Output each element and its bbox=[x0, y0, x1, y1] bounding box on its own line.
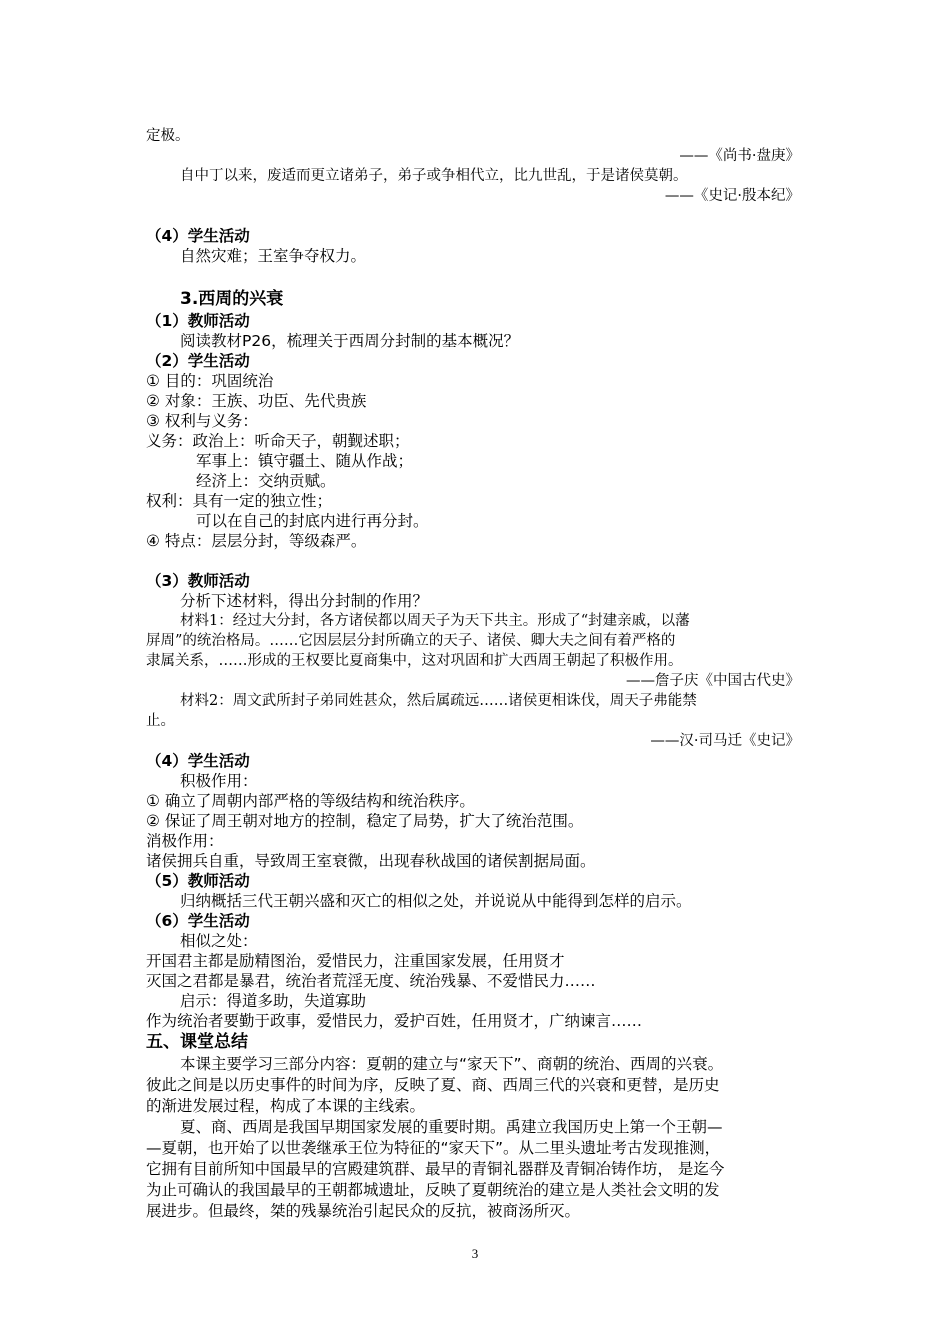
body-line: 阅读教材P26，梳理关于西周分封制的基本概况？ bbox=[180, 332, 520, 350]
body-line: 积极作用： bbox=[180, 772, 258, 790]
body-line: 灭国之君都是暴君，统治者荒淫无度、统治残暴、不爱惜民力…… bbox=[146, 972, 596, 990]
quote-line: 定极。 bbox=[146, 128, 190, 144]
quote-source: ——《史记·殷本纪》 bbox=[664, 188, 800, 204]
body-line: 义务：政治上：听命天子，朝觐述职； bbox=[146, 432, 410, 450]
body-line: 权利：具有一定的独立性； bbox=[146, 492, 333, 510]
material-line: 止。 bbox=[146, 713, 175, 729]
body-line: 启示：得道多助，失道寡助 bbox=[180, 992, 367, 1010]
section-heading: （4）学生活动 bbox=[146, 227, 250, 245]
list-item: ① 目的：巩固统治 bbox=[146, 372, 274, 390]
material-line: 隶属关系，……形成的王权要比夏商集中，这对巩固和扩大西周王朝起了积极作用。 bbox=[146, 653, 683, 669]
quote-source: ——《尚书·盘庚》 bbox=[679, 148, 800, 164]
section-heading: （4）学生活动 bbox=[146, 752, 250, 770]
material-line: 材料1：经过大分封，各方诸侯都以周天子为天下共主。形成了“封建亲戚，以藩 bbox=[180, 613, 690, 629]
quote-line: 自中丁以来，废适而更立诸弟子，弟子或争相代立，比九世乱，于是诸侯莫朝。 bbox=[180, 168, 688, 184]
body-line: 分析下述材料，得出分封制的作用？ bbox=[180, 592, 429, 610]
material-line: 屏周”的统治格局。……它因层层分封所确立的天子、诸侯、卿大夫之间有着严格的 bbox=[146, 633, 676, 649]
body-line: 相似之处： bbox=[180, 932, 258, 950]
subsection-title: 3.西周的兴衰 bbox=[180, 289, 284, 309]
list-item: ① 确立了周朝内部严格的等级结构和统治秩序。 bbox=[146, 792, 475, 810]
page-number: 3 bbox=[471, 1246, 479, 1261]
body-line: 开国君主都是励精图治，爱惜民力，注重国家发展，任用贤才 bbox=[146, 952, 565, 970]
body-line: 经济上：交纳贡赋。 bbox=[196, 472, 336, 490]
body-line: —夏朝，也开始了以世袭继承王位为特征的“家天下”。从二里头遗址考古发现推测， bbox=[146, 1139, 721, 1157]
body-line: 消极作用： bbox=[146, 832, 224, 850]
body-line: 可以在自己的封底内进行再分封。 bbox=[196, 512, 429, 530]
body-line: 自然灾难；王室争夺权力。 bbox=[180, 247, 367, 265]
body-line: 本课主要学习三部分内容：夏朝的建立与“家天下”、商朝的统治、西周的兴衰。 bbox=[180, 1055, 724, 1073]
body-line: 军事上：镇守疆土、随从作战； bbox=[196, 452, 414, 470]
body-line: 归纳概括三代王朝兴盛和灭亡的相似之处，并说说从中能得到怎样的启示。 bbox=[180, 892, 692, 910]
body-line: 诸侯拥兵自重，导致周王室衰微，出现春秋战国的诸侯割据局面。 bbox=[146, 852, 596, 870]
list-item: ② 对象：王族、功臣、先代贵族 bbox=[146, 392, 367, 410]
body-line: 展进步。但最终，桀的残暴统治引起民众的反抗，被商汤所灭。 bbox=[146, 1202, 581, 1220]
section-heading: （6）学生活动 bbox=[146, 912, 250, 930]
section-heading: （5）教师活动 bbox=[146, 872, 250, 890]
body-line: 的渐进发展过程，构成了本课的主线索。 bbox=[146, 1097, 426, 1115]
section-heading: （3）教师活动 bbox=[146, 572, 250, 590]
body-line: 它拥有目前所知中国最早的宫殿建筑群、最早的青铜礼器群及青铜冶铸作坊， 是迄今 bbox=[146, 1160, 725, 1178]
body-line: 彼此之间是以历史事件的时间为序，反映了夏、商、西周三代的兴衰和更替，是历史 bbox=[146, 1076, 720, 1094]
list-item: ④ 特点：层层分封，等级森严。 bbox=[146, 532, 367, 550]
section-heading: （2）学生活动 bbox=[146, 352, 250, 370]
body-line: 为止可确认的我国最早的王朝都城遗址，反映了夏朝统治的建立是人类社会文明的发 bbox=[146, 1181, 720, 1199]
list-item: ③ 权利与义务： bbox=[146, 412, 258, 430]
material-source: ——詹子庆《中国古代史》 bbox=[626, 673, 800, 689]
list-item: ② 保证了周王朝对地方的控制，稳定了局势，扩大了统治范围。 bbox=[146, 812, 584, 830]
section-heading: （1）教师活动 bbox=[146, 312, 250, 330]
material-source: ——汉·司马迁《史记》 bbox=[650, 733, 800, 749]
material-line: 材料2：周文武所封子弟同姓甚众，然后属疏远……诸侯更相诛伐，周天子弗能禁 bbox=[180, 693, 697, 709]
body-line: 夏、商、西周是我国早期国家发展的重要时期。禹建立我国历史上第一个王朝— bbox=[180, 1118, 723, 1136]
body-line: 作为统治者要勤于政事，爱惜民力，爱护百姓，任用贤才，广纳谏言…… bbox=[146, 1012, 643, 1030]
chapter-heading: 五、课堂总结 bbox=[146, 1032, 248, 1052]
